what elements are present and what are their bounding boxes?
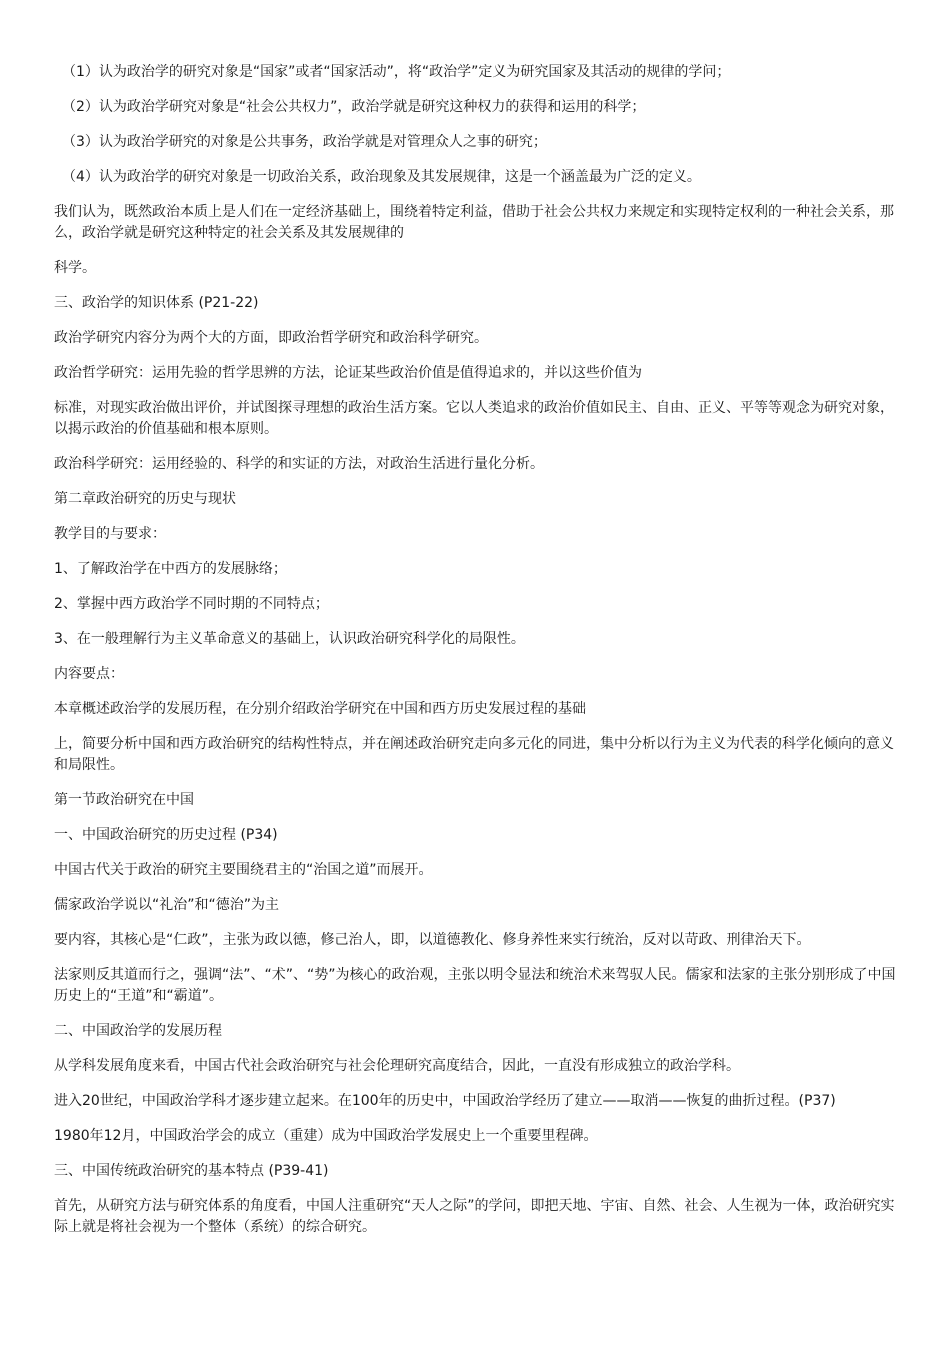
paragraph: 本章概述政治学的发展历程，在分别介绍政治学研究在中国和西方历史发展过程的基础: [54, 701, 586, 717]
section-heading: 三、政治学的知识体系 (P21-22): [54, 295, 259, 311]
paragraph: 1980年12月，中国政治学会的成立（重建）成为中国政治学发展史上一个重要里程碑。: [54, 1128, 598, 1144]
list-item: 1、了解政治学在中西方的发展脉络；: [54, 561, 287, 577]
paragraph: 标准，对现实政治做出评价，并试图探寻理想的政治生活方案。它以人类追求的政治价值如民主、自由、正义、平等等观念为研究对象，以揭示政治的价值基础和根本原则。: [54, 400, 894, 437]
list-item: 3、在一般理解行为主义革命意义的基础上，认识政治研究科学化的局限性。: [54, 631, 525, 647]
paragraph: （3）认为政治学研究的对象是公共事务，政治学就是对管理众人之事的研究；: [62, 134, 547, 150]
paragraph: 政治哲学研究：运用先验的哲学思辨的方法，论证某些政治价值是值得追求的，并以这些价值为: [54, 365, 642, 381]
paragraph: （2）认为政治学研究对象是“社会公共权力”，政治学就是研究这种权力的获得和运用的科学；: [62, 99, 646, 115]
list-item: 2、掌握中西方政治学不同时期的不同特点；: [54, 596, 329, 612]
paragraph: 我们认为，既然政治本质上是人们在一定经济基础上，围绕着特定利益，借助于社会公共权力来规定和实现特定权利的一种社会关系，那么，政治学就是研究这种特定的社会关系及其发展规律的: [54, 204, 894, 241]
document-body: [54, 62, 904, 1252]
chapter-heading: 第二章政治研究的历史与现状: [54, 491, 236, 507]
paragraph: 进入20世纪，中国政治学科才逐步建立起来。在100年的历史中，中国政治学经历了建立——取消——恢复的曲折过程。(P37): [54, 1093, 836, 1109]
paragraph: 中国古代关于政治的研究主要围绕君主的“治国之道”而展开。: [54, 862, 433, 878]
paragraph: 从学科发展角度来看，中国古代社会政治研究与社会伦理研究高度结合，因此，一直没有形成独立的政治学科。: [54, 1058, 740, 1074]
section-heading: 第一节政治研究在中国: [54, 792, 194, 808]
section-heading: 三、中国传统政治研究的基本特点 (P39-41): [54, 1163, 329, 1179]
section-heading: 一、中国政治研究的历史过程 (P34): [54, 827, 278, 843]
paragraph: 儒家政治学说以“礼治”和“德治”为主: [54, 897, 280, 913]
section-heading: 二、中国政治学的发展历程: [54, 1023, 222, 1039]
paragraph: 上，简要分析中国和西方政治研究的结构性特点，并在阐述政治研究走向多元化的同进，集中分析以行为主义为代表的科学化倾向的意义和局限性。: [54, 736, 894, 773]
paragraph: 政治学研究内容分为两个大的方面，即政治哲学研究和政治科学研究。: [54, 330, 488, 346]
paragraph: 要内容，其核心是“仁政”，主张为政以德，修己治人，即，以道德教化、修身养性来实行统治，反对以苛政、刑律治天下。: [54, 932, 811, 948]
paragraph: 科学。: [54, 260, 96, 276]
paragraph: （1）认为政治学的研究对象是“国家”或者“国家活动”，将“政治学”定义为研究国家及其活动的规律的学问；: [62, 64, 731, 80]
paragraph: 内容要点：: [54, 666, 124, 682]
paragraph: 法家则反其道而行之，强调“法”、“术”、“势”为核心的政治观，主张以明令显法和统治术来驾驭人民。儒家和法家的主张分别形成了中国历史上的“王道”和“霸道”。: [54, 967, 896, 1004]
paragraph: 政治科学研究：运用经验的、科学的和实证的方法，对政治生活进行量化分析。: [54, 456, 544, 472]
paragraph: （4）认为政治学的研究对象是一切政治关系，政治现象及其发展规律，这是一个涵盖最为广泛的定义。: [62, 169, 701, 185]
paragraph: 首先，从研究方法与研究体系的角度看，中国人注重研究“天人之际”的学问，即把天地、宇宙、自然、社会、人生视为一体，政治研究实际上就是将社会视为一个整体（系统）的综合研究。: [54, 1198, 895, 1235]
paragraph: 教学目的与要求：: [54, 526, 166, 542]
